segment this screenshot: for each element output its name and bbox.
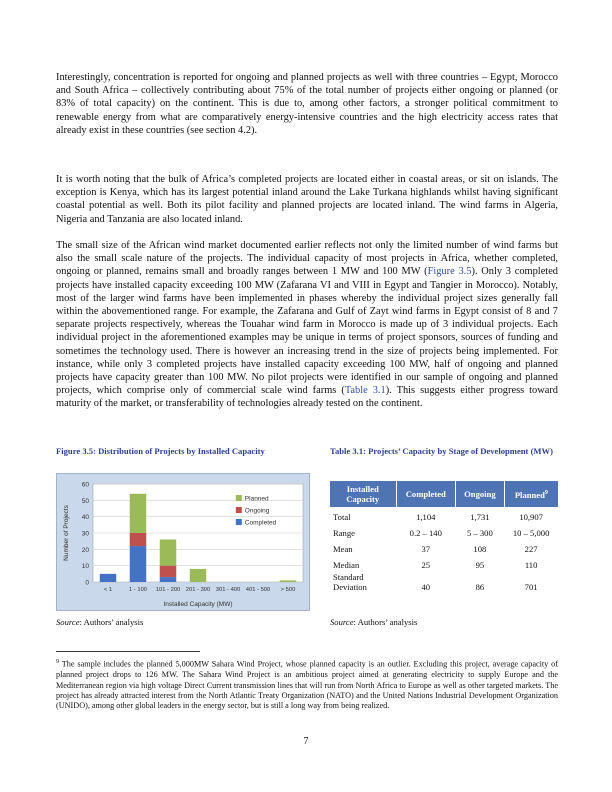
x-tick-label: > 500: [280, 587, 296, 593]
x-tick-label: 1 - 100: [128, 587, 148, 593]
legend-swatch-planned: [236, 495, 242, 501]
page-number: 7: [303, 736, 309, 747]
table-cell: 95: [475, 560, 485, 570]
table-header-installed-capacity: Installed Capacity: [330, 481, 396, 507]
figure-3-5-link[interactable]: Figure 3.5: [427, 266, 472, 278]
x-tick-label: < 1: [103, 587, 113, 593]
table-cell: Range: [333, 528, 355, 538]
table-row: [330, 523, 558, 539]
table-row: [330, 507, 558, 523]
table-cell: Mean: [333, 544, 353, 554]
figure-source-label: Source: [56, 617, 80, 627]
y-axis-label: Number of Projects: [63, 505, 70, 561]
table-cell: 110: [524, 560, 538, 570]
bar-planned: [190, 569, 207, 582]
bar-ongoing: [160, 566, 177, 577]
table-source: [330, 617, 417, 628]
paragraph-market-size-part1: The small size of the African wind market documented earlier reflects not only the limited number of wind farms but also the small scale nature of the projects. The individual capacity of most projects in Africa, whether completed, ongoing or planned, remains small and broadly ranges between 1 MW and 100 MW (: [56, 240, 558, 278]
table-cell: 1,104: [416, 512, 436, 522]
table-footnote-mark: 9: [544, 490, 548, 497]
figure-source-text: : Authors’ analysis: [79, 617, 144, 627]
table-cell: 86: [475, 582, 485, 592]
bar-planned: [130, 494, 147, 533]
table-header-completed: Completed: [396, 481, 456, 507]
table-cell: 108: [473, 544, 487, 554]
y-tick-label: 20: [81, 546, 89, 554]
bar-completed: [130, 546, 147, 582]
table-cell: 0.2 – 140: [409, 528, 442, 538]
x-tick-label: 101 - 200: [155, 587, 181, 593]
bar-ongoing: [130, 533, 147, 546]
table-source-text: : Authors’ analysis: [353, 617, 418, 627]
table-cell: 1,731: [470, 512, 490, 522]
table-header-planned-label: Planned: [514, 489, 545, 500]
y-tick-label: 0: [85, 579, 89, 587]
paragraph-market-size: [56, 239, 558, 411]
table-cell: 25: [421, 560, 431, 570]
table-cell: 10 – 5,000: [512, 528, 550, 538]
table-cell: Median: [333, 560, 360, 570]
footnote-mark: 9: [56, 659, 59, 665]
y-tick-label: 50: [81, 497, 89, 505]
table-cell: 701: [524, 582, 538, 592]
figure-source: [56, 617, 143, 628]
paragraph-market-size-part2: ). Only 3 completed projects have installed capacity exceeding 100 MW (Zafarana VI and VIII in Egypt and Tangier in Morocco). Notably, most of the larger wind farms have been implemented in phases whereby the individual project sizes generally fall within the abovementioned range. For example, the Zafarana and Gulf of Zayt wind farms in Egypt consist of 8 and 7 separate projects respectively, whereas the Touahar wind farm in Morocco is made up of 3 individual projects. Each individual project in the aforementioned examples may be unique in terms of project sponsors, sources of funding and sometimes the technology used. There is however an increasing trend in the size of projects being implemented. For instance, while only 3 completed projects have installed capacity exceeding 100 MW, half of ongoing and planned projects have capacity greater than 100 MW. No pilot projects were identified in our sample of ongoing and planned projects, which comprise only of commercial scale wind farms (: [56, 266, 559, 397]
bar-completed: [160, 577, 177, 582]
y-tick-label: 10: [81, 563, 89, 571]
paragraph-coastal-projects: It is worth noting that the bulk of Africa’s completed projects are located either in coastal areas, or sit on islands. The exception is Kenya, which has its largest potential inland around the Lake Turkana highlands whilst having significant coastal potential as well. Both its pilot facility and planned projects are located inland. The wind farms in Algeria, Nigeria and Tanzania are also located inland.: [56, 174, 558, 225]
table-header-row: [330, 481, 558, 507]
table-cell: Standard Deviation: [333, 572, 367, 592]
bar-planned: [160, 540, 177, 566]
y-tick-label: 40: [81, 514, 89, 522]
table-source-label: Source: [330, 617, 354, 627]
x-axis-label: Installed Capacity (MW): [163, 601, 233, 608]
y-tick-label: 30: [81, 530, 89, 538]
legend-swatch-ongoing: [236, 507, 242, 513]
table-row: [330, 555, 558, 571]
footnote-text: The sample includes the planned 5,000MW Sahara Wind Project, whose planned capacity is an outlier. Excluding this project, average capacity of planned project drops to 126 MW. The Sahara Wind Project is an ambitious project aimed at generating electricity to supply Europe and the Mediterranean region via high voltage Direct Current transmission lines that will run from North Africa to Europe as well as other targeted markets. The project has already attracted interest from the North Atlantic Treaty Organization (NATO) and the United Nations Industrial Development Organization (UNIDO), among other global leaders in the energy sector, but is still a long way from being realized.: [56, 659, 558, 711]
legend-label-planned: Planned: [244, 495, 269, 503]
table-row: [330, 539, 558, 555]
capacity-table: [330, 481, 558, 593]
table-header-planned: [504, 481, 558, 507]
table-cell: 227: [524, 544, 538, 554]
table-cell: Total: [333, 512, 351, 522]
table-cell: 10,907: [519, 512, 543, 522]
table-3-1-link[interactable]: Table 3.1: [344, 385, 386, 397]
x-tick-label: 401 - 500: [245, 587, 271, 593]
legend-label-ongoing: Ongoing: [244, 507, 270, 515]
x-tick-label: 301 - 400: [215, 587, 241, 593]
table-caption: Table 3.1: Projects’ Capacity by Stage of Development (MW): [330, 446, 553, 456]
y-tick-label: 60: [81, 481, 89, 489]
paragraph-market-size-part3: ). This suggests either progress toward maturity of the market, or transferability of technologies already tested on the continent.: [56, 385, 559, 410]
table-cell: 37: [421, 544, 431, 554]
table-row: [330, 571, 558, 593]
table-cell: 40: [421, 582, 431, 592]
figure-caption: Figure 3.5: Distribution of Projects by Installed Capacity: [56, 446, 265, 456]
bar-completed: [100, 574, 117, 582]
footnote-divider: [56, 651, 200, 652]
capacity-distribution-chart: [57, 474, 309, 610]
x-tick-label: 201 - 300: [185, 587, 211, 593]
table-cell: 5 – 300: [466, 528, 493, 538]
bar-planned: [280, 580, 297, 582]
paragraph-concentration: Interestingly, concentration is reported for ongoing and planned projects as well with three countries – Egypt, Morocco and South Africa – collectively contributing about 75% of the total number of projects either ongoing or planned (or 83% of total capacity) on the continent. This is due to, among other factors, a stronger political commitment to renewable energy from what are comparatively energy-intensive countries and the high electricity access rates that already exist in these countries (see section 4.2).: [56, 72, 558, 136]
legend-label-completed: Completed: [244, 519, 277, 527]
chart-container: [56, 473, 310, 611]
footnote: [56, 657, 558, 712]
legend-swatch-completed: [236, 519, 242, 525]
table-header-ongoing: Ongoing: [456, 481, 505, 507]
